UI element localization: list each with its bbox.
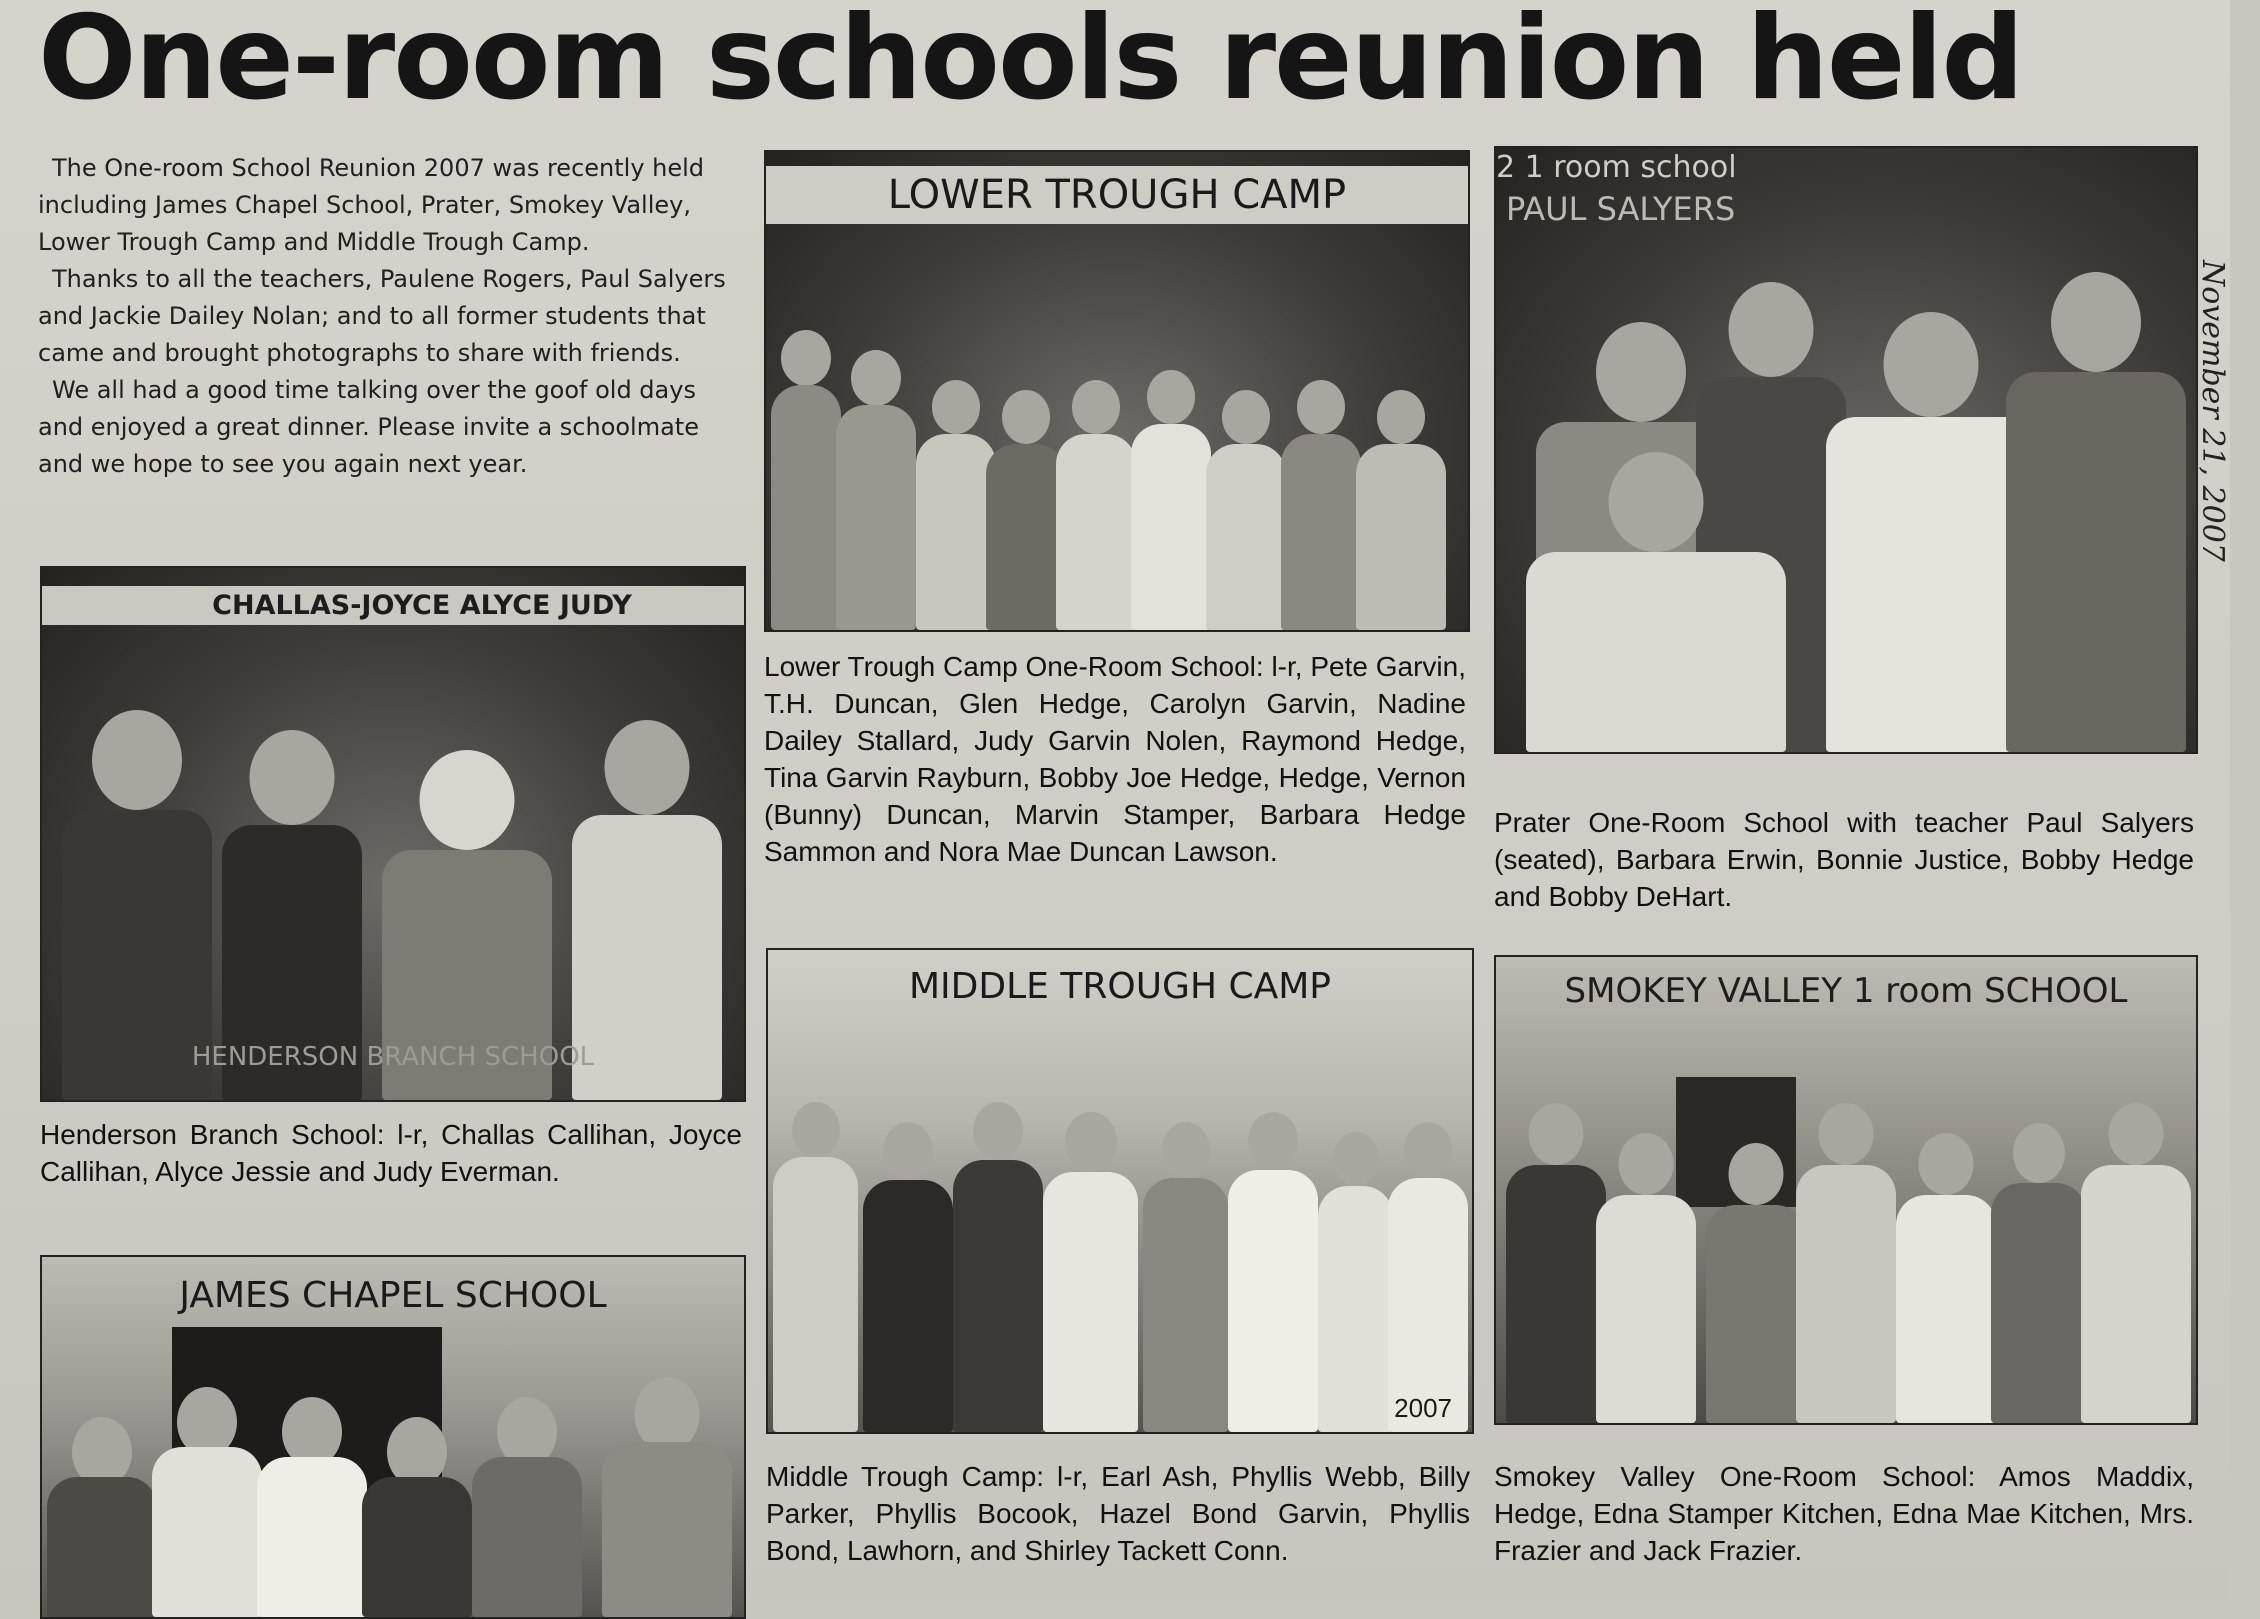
prater-photo: [1494, 146, 2198, 754]
smokey-valley-caption: Smokey Valley One-Room School: Amos Maddix, Hedge, Edna Stamper Kitchen, Edna Mae Kitchen, Mrs. Frazier and Jack Frazier.: [1494, 1461, 2194, 1566]
lower-trough-camp-photo: [764, 150, 1470, 632]
prater-label-line2: PAUL SALYERS: [1506, 190, 1736, 228]
intro-paragraph: We all had a good time talking over the goof old days and enjoyed a great dinner. Please invite a schoolmate and we hope to see you again next year.: [38, 376, 699, 478]
lower-trough-caption: Lower Trough Camp One-Room School: l-r, Pete Garvin, T.H. Duncan, Glen Hedge, Carolyn Garvin, Nadine Dailey Stallard, Judy Garvin Nolen, Raymond Hedge, Tina Garvin Rayburn, Bobby Joe Hedge, Hedge, Vernon (Bunny) Duncan, Marvin Stamper, Barbara Hedge Sammon and Nora Mae Duncan Lawson.: [764, 651, 1466, 867]
group-of-people: [768, 1085, 1472, 1432]
group-of-people: [766, 305, 1468, 630]
group-of-people: [1496, 257, 2196, 752]
middle-trough-year: 2007: [1394, 1393, 1452, 1423]
intro-article: [38, 150, 728, 483]
james-chapel-photo: [40, 1255, 746, 1619]
intro-paragraph: Thanks to all the teachers, Paulene Rogers, Paul Salyers and Jackie Dailey Nolan; and to all former students that came and brought photographs to share with friends.: [38, 265, 726, 367]
james-chapel-label: JAMES CHAPEL SCHOOL: [179, 1275, 607, 1316]
middle-trough-caption: Middle Trough Camp: l-r, Earl Ash, Phyllis Webb, Billy Parker, Phyllis Bocook, Hazel Bond Garvin, Phyllis Bond, Lawhorn, and Shirley Tackett Conn.: [766, 1461, 1470, 1566]
group-of-people: [42, 701, 744, 1100]
henderson-branch-photo: [40, 566, 746, 1102]
henderson-photo-bottom-label: HENDERSON BRANCH SCHOOL: [191, 1042, 595, 1072]
group-of-people: [1496, 1087, 2196, 1423]
prater-caption: Prater One-Room School with teacher Paul Salyers (seated), Barbara Erwin, Bonnie Justice, Bobby Hedge and Bobby DeHart.: [1494, 807, 2194, 912]
smokey-valley-label: SMOKEY VALLEY 1 room SCHOOL: [1564, 971, 2128, 1011]
henderson-photo-top-label: CHALLAS-JOYCE ALYCE JUDY: [42, 586, 746, 625]
smokey-valley-photo: [1494, 955, 2198, 1425]
handwritten-date-note: November 21, 2007: [2195, 260, 2230, 562]
henderson-caption: Henderson Branch School: l-r, Challas Callihan, Joyce Callihan, Alyce Jessie and Judy Everman.: [40, 1119, 742, 1187]
middle-trough-label: MIDDLE TROUGH CAMP: [909, 966, 1331, 1007]
headline: One-room schools reunion held: [38, 0, 2023, 126]
lower-trough-label: LOWER TROUGH CAMP: [766, 166, 1468, 224]
prater-label-line1: 2 1 room school: [1496, 150, 1737, 185]
group-of-people: [42, 1387, 744, 1617]
intro-paragraph: The One-room School Reunion 2007 was recently held including James Chapel School, Prater, Smokey Valley, Lower Trough Camp and Middle Trough Camp.: [38, 154, 705, 256]
middle-trough-camp-photo: [766, 948, 1474, 1434]
